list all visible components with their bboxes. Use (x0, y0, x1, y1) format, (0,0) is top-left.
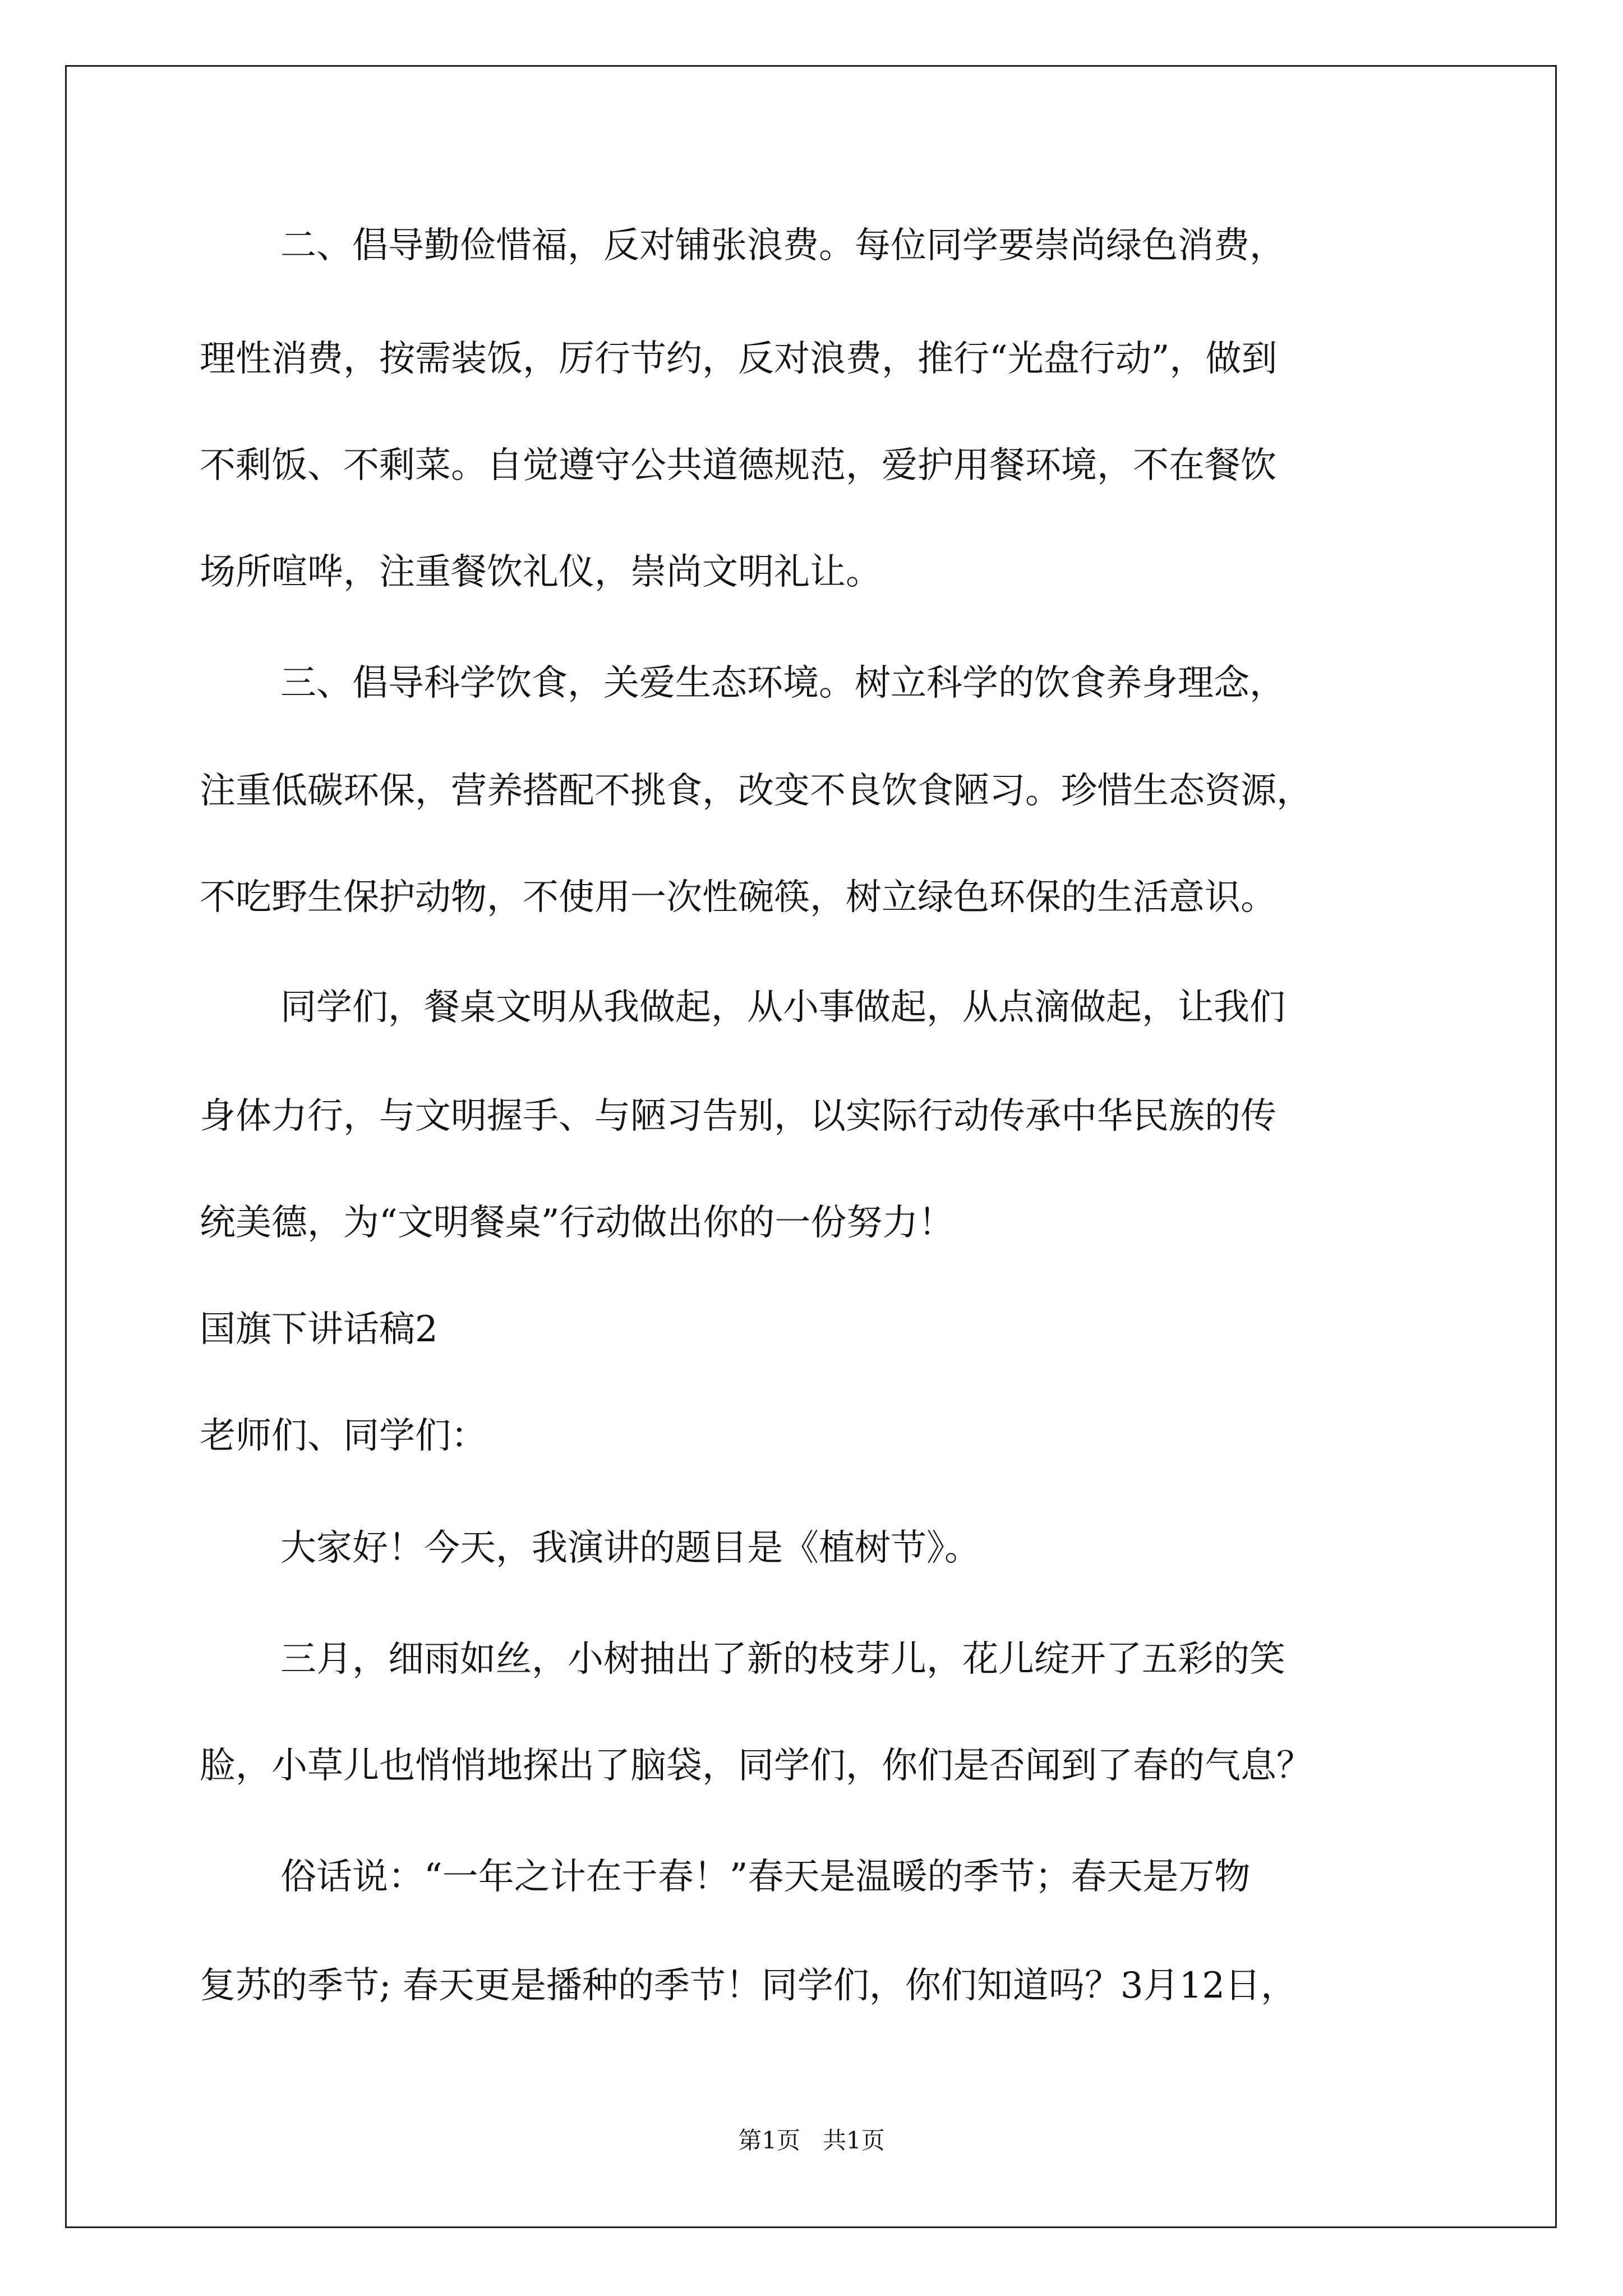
body-line-7: 不吃野生保护动物，不使用一次性碗筷，树立绿色环保的生活意识。 (200, 877, 1276, 918)
body-line-2: 理性消费，按需装饭，厉行节约，反对浪费，推行“光盘行动”，做到 (200, 338, 1278, 380)
section-heading: 国旗下讲话稿2 (200, 1309, 438, 1350)
body-line-4: 场所喧哗，注重餐饮礼仪，崇尚文明礼让。 (200, 551, 882, 593)
body-line-17: 复苏的季节; 春天更是播种的季节！同学们，你们知道吗？3月12日， (200, 1965, 1297, 2007)
body-line-8: 同学们，餐桌文明从我做起，从小事做起，从点滴做起，让我们 (280, 987, 1285, 1028)
body-line-1: 二、倡导勤俭惜福，反对铺张浪费。每位同学要崇尚绿色消费， (280, 225, 1285, 266)
body-line-15: 脸，小草儿也悄悄地探出了脑袋，同学们，你们是否闻到了春的气息？ (200, 1745, 1312, 1787)
body-line-13: 大家好！今天，我演讲的题目是《植树节》。 (280, 1527, 980, 1569)
body-line-10: 统美德，为“文明餐桌”行动做出你的一份努力！ (200, 1202, 955, 1244)
body-line-6: 注重低碳环保，营养搭配不挑食，改变不良饮食陋习。珍惜生态资源， (200, 770, 1312, 812)
body-line-5: 三、倡导科学饮食，关爱生态环境。树立科学的饮食养身理念， (280, 662, 1285, 704)
page-border (65, 65, 1557, 2228)
salutation: 老师们、同学们： (200, 1415, 487, 1457)
body-line-14: 三月，细雨如丝，小树抽出了新的枝芽儿，花儿绽开了五彩的笑 (280, 1639, 1285, 1680)
body-line-3: 不剩饭、不剩菜。自觉遵守公共道德规范，爱护用餐环境，不在餐饮 (200, 445, 1276, 486)
page-footer: 第1页 共1页 (738, 2127, 885, 2154)
body-line-9: 身体力行，与文明握手、与陋习告别，以实际行动传承中华民族的传 (200, 1096, 1276, 1137)
body-line-16: 俗话说：“一年之计在于春！”春天是温暖的季节；春天是万物 (280, 1856, 1251, 1898)
